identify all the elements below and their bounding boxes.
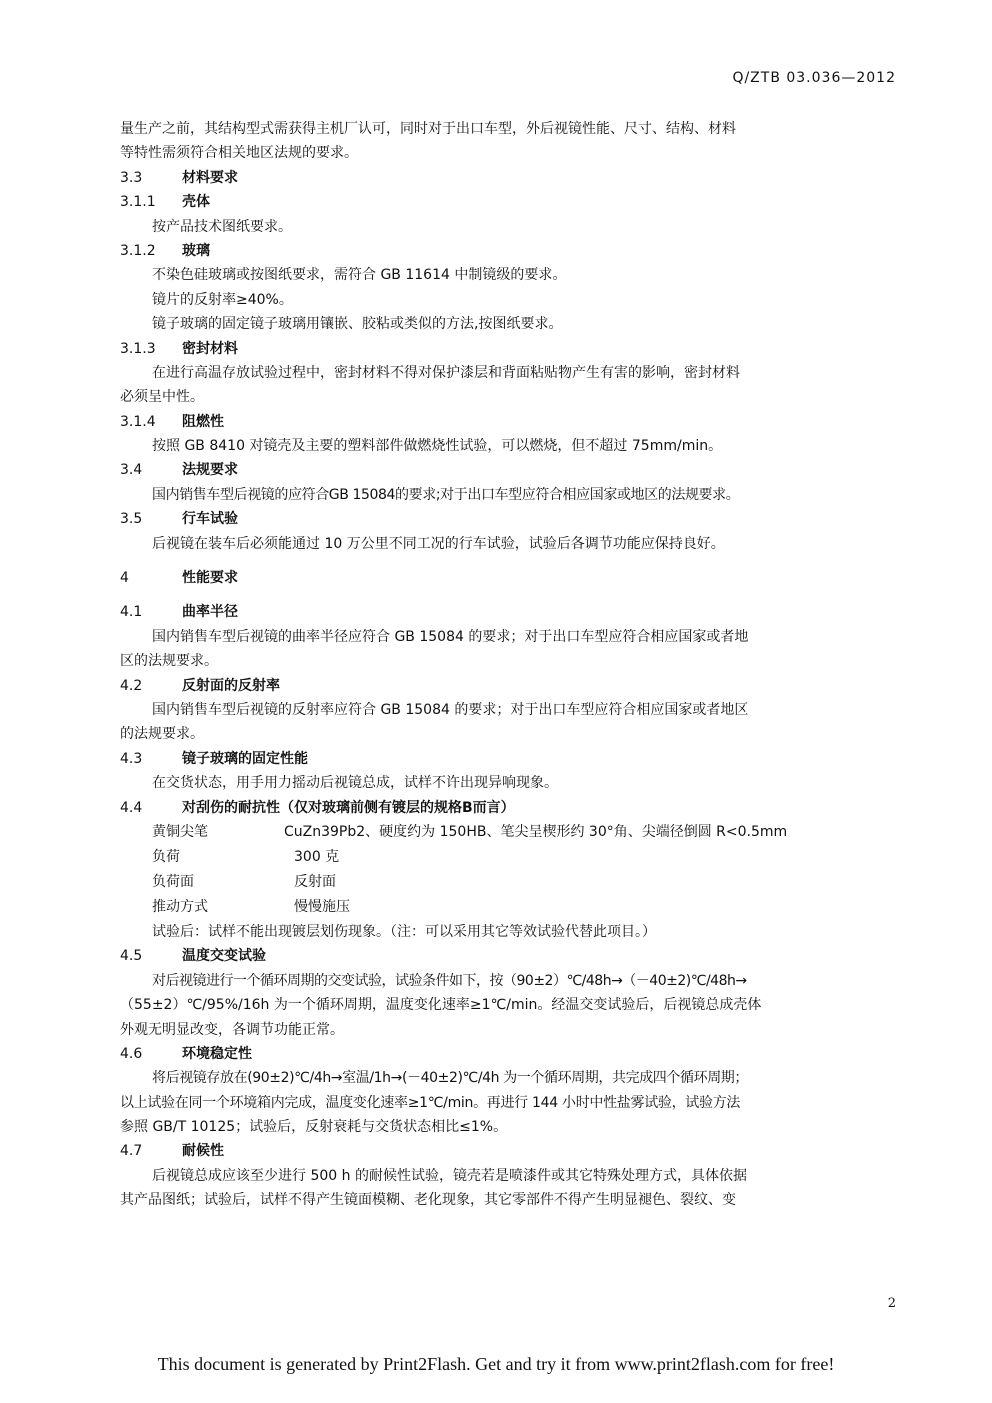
section-heading-4-5 bbox=[120, 944, 895, 968]
param-value: 反射面 bbox=[294, 873, 336, 890]
paragraph-line: 国内销售车型后视镜的应符合GB 15084的要求;对于出口车型应符合相应国家或地区的法规要求。 bbox=[152, 486, 740, 503]
section-number: 4.4 bbox=[120, 799, 143, 816]
section-title: 环境稳定性 bbox=[182, 1045, 252, 1062]
section-title: 行车试验 bbox=[182, 511, 238, 528]
section-title: 曲率半径 bbox=[182, 604, 238, 621]
section-heading-4-6 bbox=[120, 1042, 895, 1066]
paragraph-line: 参照 GB/T 10125；试验后，反射衰耗与交货状态相比≤1%。 bbox=[120, 1119, 508, 1136]
param-name: 负荷面 bbox=[152, 873, 194, 890]
spacer bbox=[120, 590, 895, 600]
section-title: 性能要求 bbox=[182, 570, 238, 587]
paragraph-line: 镜片的反射率≥40%。 bbox=[152, 291, 293, 308]
paragraph-line: 后视镜在装车后必须能通过 10 万公里不同工况的行车试验，试验后各调节功能应保持良好。 bbox=[152, 535, 725, 552]
paragraph-line: 的法规要求。 bbox=[120, 726, 204, 743]
section-title: 阻燃性 bbox=[182, 413, 224, 430]
section-number: 4 bbox=[120, 570, 129, 587]
section-heading-3-1-1 bbox=[120, 190, 895, 214]
param-name: 推动方式 bbox=[152, 898, 208, 915]
param-value: 慢慢施压 bbox=[294, 898, 350, 915]
paragraph-line: 区的法规要求。 bbox=[120, 653, 218, 670]
paragraph-line: 在交货状态，用手用力摇动后视镜总成，试样不许出现异响现象。 bbox=[152, 775, 558, 792]
page-number: 2 bbox=[887, 1296, 896, 1311]
section-number: 4.1 bbox=[120, 604, 143, 621]
section-title: 壳体 bbox=[182, 194, 210, 211]
section-number: 3.1.3 bbox=[120, 340, 156, 357]
section-title: 反射面的反射率 bbox=[182, 677, 280, 694]
section-title: 温度交变试验 bbox=[182, 948, 266, 965]
section-title: 材料要求 bbox=[182, 169, 238, 186]
section-heading-4 bbox=[120, 566, 895, 590]
paragraph-line: 国内销售车型后视镜的反射率应符合 GB 15084 的要求；对于出口车型应符合相应国家或者地区 bbox=[152, 701, 749, 718]
paragraph-line: 在进行高温存放试验过程中，密封材料不得对保护漆层和背面粘贴物产生有害的影响，密封材料 bbox=[152, 364, 740, 381]
section-title: 镜子玻璃的固定性能 bbox=[182, 750, 308, 767]
paragraph-line: 不染色硅玻璃或按图纸要求，需符合 GB 11614 中制镜级的要求。 bbox=[152, 267, 567, 284]
section-title: 对刮伤的耐抗性（仅对玻璃前侧有镀层的规格B而言） bbox=[182, 799, 515, 816]
paragraph-line: 试验后：试样不能出现镀层划伤现象。（注：可以采用其它等效试验代替此项目。） bbox=[152, 923, 656, 940]
paragraph-line: 按产品技术图纸要求。 bbox=[152, 218, 292, 235]
paragraph-line: （55±2）℃/95%/16h 为一个循环周期，温度变化速率≥1℃/min。经温交变试验后，后视镜总成壳体 bbox=[120, 997, 762, 1014]
section-number: 3.5 bbox=[120, 511, 143, 528]
document-code: Q/ZTB 03.036—2012 bbox=[732, 70, 896, 86]
paragraph-line: 量生产之前，其结构型式需获得主机厂认可，同时对于出口车型，外后视镜性能、尺寸、结构、材料 bbox=[120, 121, 736, 137]
paragraph-line: 以上试验在同一个环境箱内完成，温度变化速率≥1℃/min。再进行 144 小时中性盐雾试验，试验方法 bbox=[120, 1094, 741, 1111]
section-heading-4-7 bbox=[120, 1139, 895, 1163]
test-param-row bbox=[120, 820, 895, 845]
section-heading-3-1-2 bbox=[120, 239, 895, 263]
paragraph-line: 必须呈中性。 bbox=[120, 389, 204, 406]
param-name: 负荷 bbox=[152, 848, 180, 865]
section-heading-4-2 bbox=[120, 674, 895, 698]
section-title: 法规要求 bbox=[182, 462, 238, 479]
param-value: CuZn39Pb2、硬度约为 150HB、笔尖呈楔形约 30°角、尖端径倒圆 R<0.5mm bbox=[284, 823, 788, 840]
paragraph-line: 其产品图纸；试验后，试样不得产生镜面模糊、老化现象，其它零部件不得产生明显褪色、裂纹、变 bbox=[120, 1192, 736, 1209]
section-number: 3.1.1 bbox=[120, 194, 156, 211]
paragraph-line: 镜子玻璃的固定镜子玻璃用镶嵌、胶粘或类似的方法,按图纸要求。 bbox=[152, 316, 563, 333]
param-value: 300 克 bbox=[294, 848, 340, 865]
param-name: 黄铜尖笔 bbox=[152, 823, 208, 840]
section-heading-4-1 bbox=[120, 600, 895, 624]
section-heading-3-4 bbox=[120, 458, 895, 482]
section-number: 3.1.4 bbox=[120, 413, 156, 430]
section-heading-3-3 bbox=[120, 166, 895, 190]
paragraph-line: 国内销售车型后视镜的曲率半径应符合 GB 15084 的要求；对于出口车型应符合相应国家或者地 bbox=[152, 628, 749, 645]
section-heading-3-5 bbox=[120, 507, 895, 531]
test-param-row bbox=[120, 845, 895, 870]
section-title: 耐候性 bbox=[182, 1143, 224, 1160]
section-number: 3.4 bbox=[120, 462, 143, 479]
section-title: 密封材料 bbox=[182, 340, 238, 357]
section-number: 4.3 bbox=[120, 750, 143, 767]
test-param-row bbox=[120, 895, 895, 920]
section-heading-4-4 bbox=[120, 796, 895, 820]
paragraph-line: 等特性需须符合相关地区法规的要求。 bbox=[120, 145, 358, 162]
paragraph-line: 按照 GB 8410 对镜壳及主要的塑料部件做燃烧性试验，可以燃烧，但不超过 75mm/min。 bbox=[152, 438, 723, 455]
section-number: 3.1.2 bbox=[120, 242, 156, 259]
section-number: 4.5 bbox=[120, 948, 143, 965]
section-heading-3-1-4 bbox=[120, 410, 895, 434]
section-number: 4.2 bbox=[120, 677, 143, 694]
paragraph-line: 将后视镜存放在(90±2)℃/4h→室温/1h→(－40±2)℃/4h 为一个循环周期，共完成四个循环周期； bbox=[152, 1070, 748, 1087]
test-param-row bbox=[120, 870, 895, 895]
paragraph-line: 外观无明显改变，各调节功能正常。 bbox=[120, 1021, 344, 1038]
footer-notice: This document is generated by Print2Flash. Get and try it from www.print2flash.com for free! bbox=[157, 1354, 835, 1374]
document-body bbox=[120, 117, 895, 1213]
section-heading-3-1-3 bbox=[120, 337, 895, 361]
section-number: 3.3 bbox=[120, 169, 143, 186]
paragraph-line: 对后视镜进行一个循环周期的交变试验，试验条件如下，按（90±2）℃/48h→（－40±2)℃/48h→ bbox=[152, 972, 747, 989]
section-title: 玻璃 bbox=[182, 242, 210, 259]
section-heading-4-3 bbox=[120, 747, 895, 771]
spacer bbox=[120, 556, 895, 566]
paragraph-line: 后视镜总成应该至少进行 500 h 的耐候性试验，镜壳若是喷漆件或其它特殊处理方式，具体依据 bbox=[152, 1167, 747, 1184]
section-number: 4.7 bbox=[120, 1143, 143, 1160]
section-number: 4.6 bbox=[120, 1045, 143, 1062]
